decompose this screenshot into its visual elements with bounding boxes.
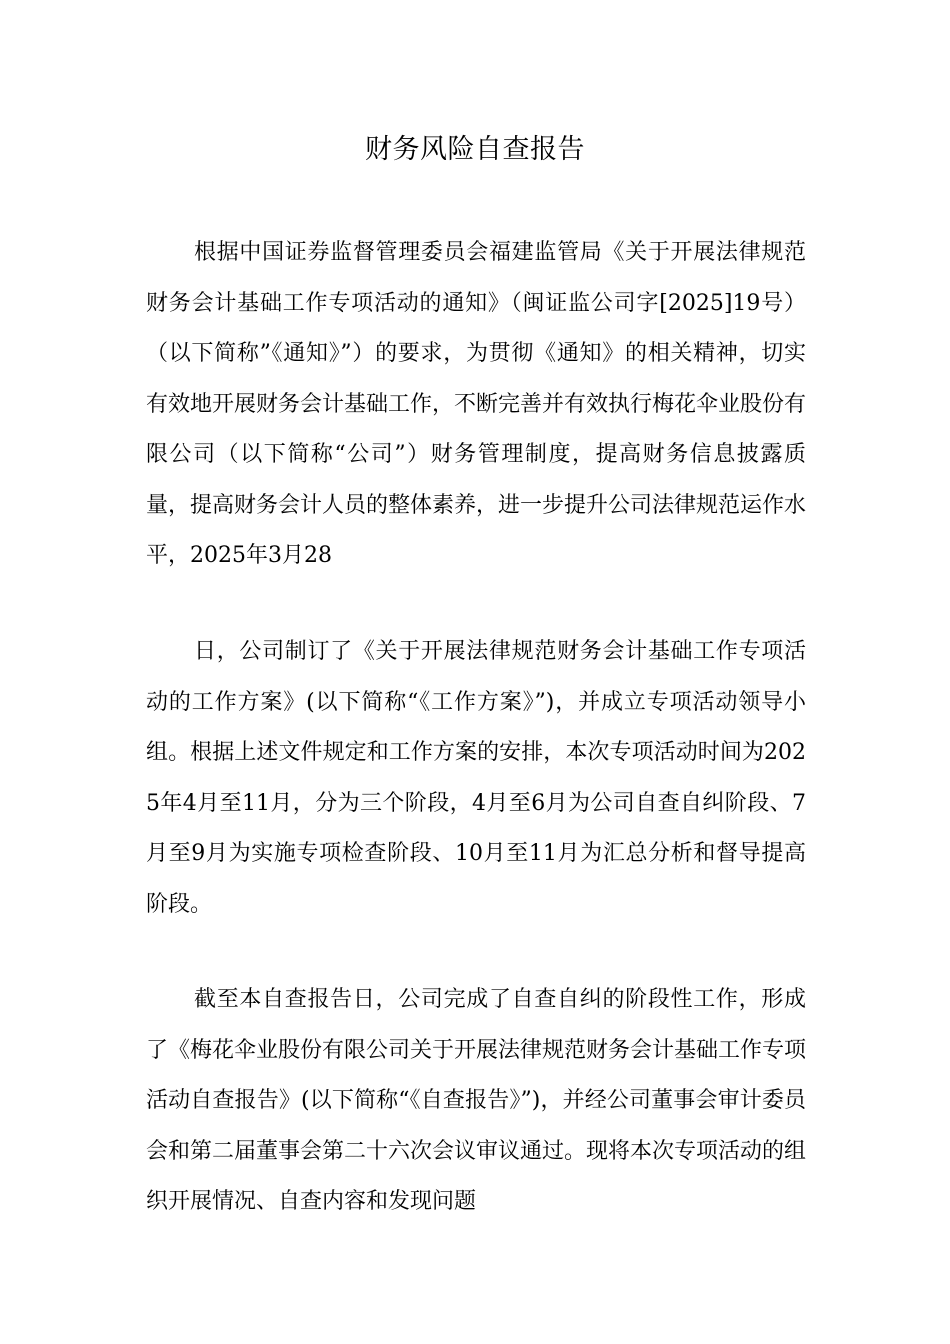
document-title: 财务风险自查报告 — [365, 134, 585, 165]
paragraph-3: 截至本自查报告日，公司完成了自查自纠的阶段性工作，形成了《梅花伞业股份有限公司关于开展法律规范财务会计基础工作专项活动自查报告》(以下简称“《自查报告》”)，并经公司董事会审计委员会和第二届董事会第二十六次会议审议通过。现将本次专项活动的组织开展情况、自查内容和发现问题 — [146, 987, 807, 1214]
paragraph-1: 根据中国证券监督管理委员会福建监管局《关于开展法律规范财务会计基础工作专项活动的通知》（闽证监公司字[2025]19号）（以下简称”《通知》”）的要求，为贯彻《通知》的相关精神，切实有效地开展财务会计基础工作，不断完善并有效执行梅花伞业股份有限公司（以下简称“公司”）财务管理制度，提高财务信息披露质量，提高财务会计人员的整体素养，进一步提升公司法律规范运作水平，2025年3月28 — [146, 240, 807, 568]
paragraph-2: 日，公司制订了《关于开展法律规范财务会计基础工作专项活动的工作方案》(以下简称“《工作方案》”)，并成立专项活动领导小组。根据上述文件规定和工作方案的安排，本次专项活动时间为2025年4月至11月，分为三个阶段，4月至6月为公司自查自纠阶段、7月至9月为实施专项检查阶段、10月至11月为汇总分析和督导提高阶段。 — [146, 639, 806, 917]
